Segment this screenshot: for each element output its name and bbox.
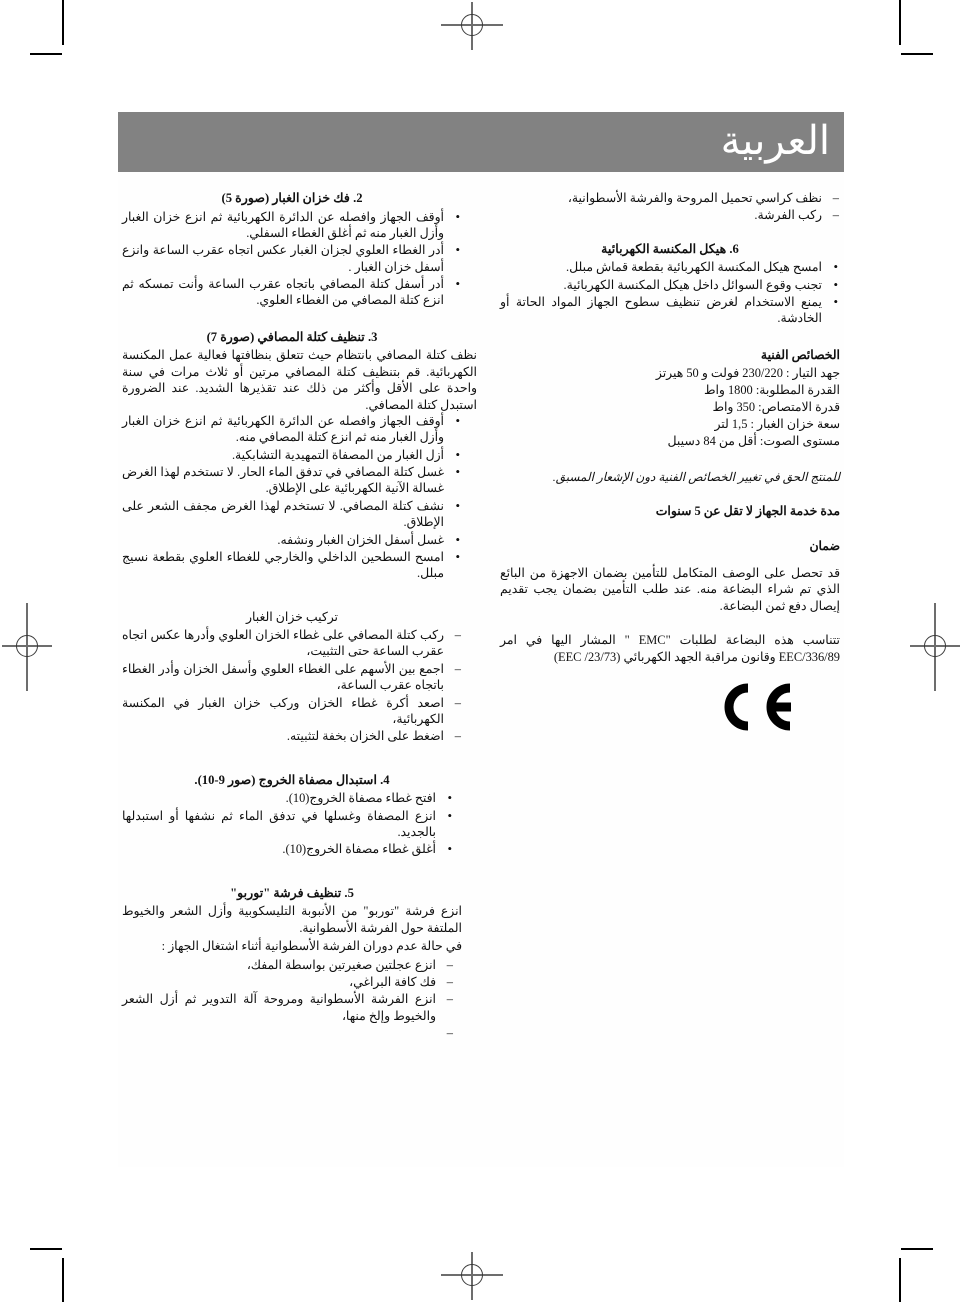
section-2-number: 2. [353,191,363,205]
section-6-number: 6. [729,241,739,256]
brush-reinstall-dash-list [500,190,840,224]
section-2-heading [122,190,462,207]
specs-title: الخصائص الفنية [760,347,840,362]
list-item: – فك كافة البراغي، [122,974,462,990]
warranty-title: ضمان [809,538,840,553]
right-column [500,190,840,735]
section-6-heading [500,241,840,258]
specs-change-disclaimer: للمنتج الحق في تغيير الخصائص الفنية دون الإشعار المسبق. [552,469,840,484]
list-item: – نظف كراسي تحميل المروحة والفرشة الأسطوانية، [500,190,840,206]
spec-dust-capacity: سعة خزان الغبار : 1,5 لتر [714,416,840,431]
crop-mark-bottom-left-vertical [62,1258,64,1302]
list-item: – انزع الفرشة الأسطوانية ومروحة آلة التدوير ثم أزل الشعر والخيوط وإلخ منها، [122,991,462,1024]
assembly-dash-list [122,627,462,745]
section-3-heading [122,329,462,346]
section-3-title: تنظيف كتلة المصافي (صورة 7) [206,329,365,344]
section-3-paragraph: نظف كتلة المصافي بانتظام حيث تتعلق بنظافتها فعالية عمل المكنسة الكهربائية. قم بتنظيف كتلة المصافي مرتين أو ثلاث مرات في سنة واحدة على الأقل وأكثر من ذلك عند تقذيرها الشديد. عند الضرورة استبدل كتلة المصافي. [122,348,477,412]
technical-specifications [500,347,840,450]
section-2-title: فك خزان الغبار (صورة 5) [221,191,350,205]
list-item: – ركب كتلة المصافي على غطاء الخزان العلوي وأدرها عكس اتجاه عقرب الساعة حتى التثبيت، [122,627,462,660]
crop-mark-top-right-horizontal [901,53,933,55]
assembly-title: تركيب خزان الغبار [245,609,339,624]
crop-mark-bottom-right-horizontal [901,1248,933,1250]
section-5-turbo-brush [122,885,462,1040]
registration-mark-bottom [441,1252,503,1300]
section-2-bullet-list [122,209,462,309]
spec-power: القدرة المطلوبة: 1800 واط [703,383,840,398]
list-item: – اجمع بين الأسهم على الغطاء العلوي وأسفل الخزان وأدر الغطاء باتجاه عقرب الساعة، [122,661,462,694]
section-5-number: 5. [344,885,354,900]
list-item: • غسل كتلة المصافي في تدفق الماء الحار. لا تستخدم لهذا الغرض غسالة الآنية الكهربائية على الإطلاق. [122,464,462,497]
list-item: • أوقف الجهاز وافصله عن الدائرة الكهربائية ثم انزع خزان الغبار وأزل الغبار منه ثم انزع كتلة المصافي منه. [122,413,462,446]
crop-mark-bottom-left-horizontal [30,1248,62,1250]
registration-mark-left [2,603,52,691]
list-item: • أدر الغطاء العلوي لجزان الغبار عكس اتجاه عقرب الساعة وانزع أسفل خزان الغبار . [122,242,462,275]
list-item: • يمنع الاستخدام لغرض تنظيف سطوح الجهاز المواد الحاتة أو الخادشة. [500,294,840,327]
section-4-heading [122,772,462,789]
registration-mark-right [910,603,960,691]
dust-container-assembly [122,609,462,745]
crop-mark-top-right-vertical [899,0,901,45]
list-item: – انزع عجلتين صغيرتين بواسطة المفك، [122,957,462,973]
section-4-number: 4. [380,772,390,787]
list-item: • امسح السطحين الداخلي والخارجي للغطاء العلوي بقطعة نسيج مبلل. [122,549,462,582]
section-3-filter-cleaning [122,329,477,582]
list-item [122,1025,462,1040]
warranty-paragraph: قد تحصل على الوصف المتكامل للتأمين بضمان الاجهزة من البائع الذي تم شراء البضاعة منه. عند طلب التأمين بضمان يجب تقديم إيصال دفع ثمن البضاعة. [500,566,840,613]
registration-mark-top [441,2,503,50]
list-item: – ركب الفرشة. [500,207,840,223]
section-6-title: هيكل المكنسة الكهربائية [601,241,727,256]
list-item: • تجنب وقوع السوائل داخل هيكل المكنسة الكهربائية. [500,277,840,293]
list-item: • أوقف الجهاز وافصله عن الدائرة الكهربائية ثم انزع خزان الغبار وأزل الغبار منه ثم أغلق الغطاء السفلي. [122,209,462,242]
list-item: • أدر أسفل كتلة المصافي باتجاه عقرب الساعة وأنت تمسكه ثم انزع كتلة المصافي من الغطاء العلوي. [122,276,462,309]
section-3-number: 3. [367,329,378,344]
section-6-vacuum-body [500,241,840,327]
section-5-dash-list [122,957,462,1041]
section-5-paragraph-1: انزع فرشة "توربو" من الأنبوبة التليسكوبية وأزل الشعر والخيوط الملتفة حول الفرشة الأسطوانية. [122,904,462,935]
spec-noise-level: مستوى الصوت: أقل من 84 دسيبل [667,433,840,448]
list-item: – اضغط على الخزان بخفة لتثبيته. [122,728,462,744]
spec-voltage: جهد التيار : 230/220 فولت و 50 هيرتز [655,366,840,381]
section-4-exhaust-filter [122,772,462,858]
crop-mark-bottom-right-vertical [899,1258,901,1302]
list-item: • غسل أسفل الخزان الغبار ونشفه. [122,532,462,548]
list-item: • امسح هيكل المكنسة الكهربائية بقطعة قماش مبلل. [500,259,840,275]
ce-marking-icon [714,679,800,735]
section-4-bullet-list [122,790,462,858]
section-2-dust-container [122,190,462,309]
list-item: • افتح غطاء مصفاة الخروج(10). [122,790,462,806]
section-5-heading [122,885,462,902]
language-banner-title: العربية [720,118,830,164]
section-4-title: استبدال مصفاة الخروج (صور 9-10). [194,772,377,787]
page-columns [118,190,844,1180]
section-3-bullet-list [122,413,462,582]
left-column [122,190,477,1051]
crop-mark-top-left-vertical [62,0,64,45]
section-5-title: تنظيف فرشة "توربو" [230,885,342,900]
list-item: • انزع المصفاة وغسلها في تدفق الماء ثم نشفها أو استبدلها بالجديد. [122,808,462,841]
list-item: • أزل الغبار من المصفاة التمهيدية التشابكية. [122,447,462,463]
spec-suction: قدرة الامتصاص: 350 واط [712,399,840,414]
list-item: • نشف كتلة المصافي. لا تستخدم لهذا الغرض مجفف الشعر على الإطلاق. [122,498,462,531]
emc-compliance-paragraph: تتناسب هذه البضاعة لطلبات "EMC " المشار اليها في امر EEC/336/89 وقانون مراقبة الجهد الكهربائي (23/73/ EEC) [500,633,840,664]
section-5-paragraph-2: في حالة عدم دوران الفرشة الأسطوانية أثناء اشتغال الجهاز : [161,939,462,954]
section-6-bullet-list [500,259,840,327]
list-item: • أغلق غطاء مصفاة الخروج(10). [122,841,462,857]
language-banner [118,112,844,172]
service-life-note: مدة خدمة الجهاز لا تقل عن 5 سنوات [655,504,840,519]
crop-mark-top-left-horizontal [30,53,62,55]
list-item: – اصعد أكرة غطاء الخزان وركب خزان الغبار في المكنسة الكهربائية، [122,695,462,728]
